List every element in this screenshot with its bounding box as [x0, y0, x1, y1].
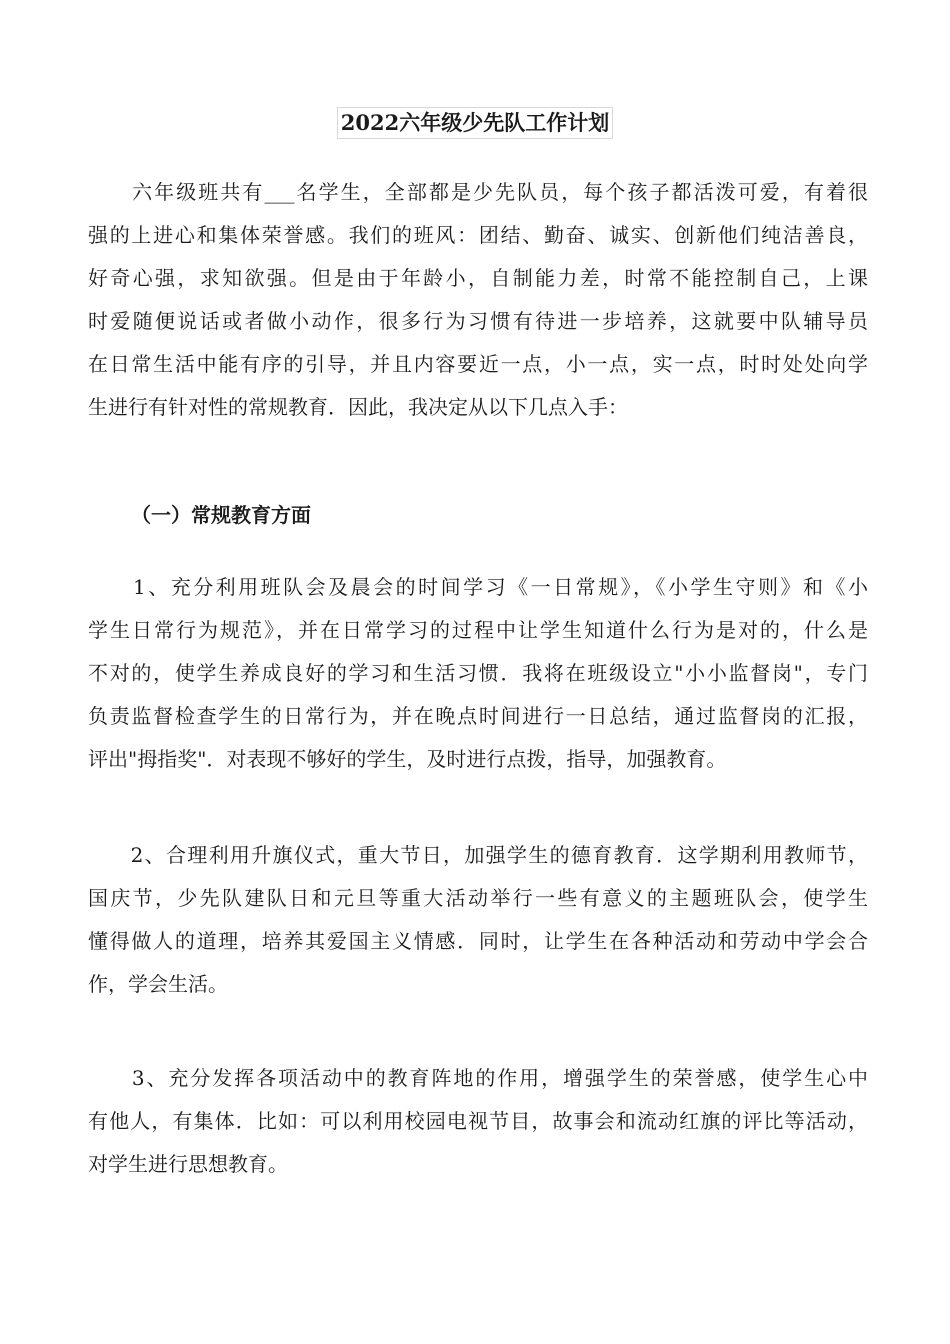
- item-3-paragraph: [88, 1057, 868, 1186]
- intro-line: 在日常生活中能有序的引导，并且内容要近一点，小一点，实一点，时时处处向学: [88, 352, 868, 376]
- item-1-line: 不对的，使学生养成良好的学习和生活习惯．我将在班级设立"小小监督岗"，专门: [88, 661, 868, 685]
- item-2-line: 作，学会生活。: [88, 972, 228, 996]
- section-heading: （一）常规教育方面: [131, 503, 311, 527]
- item-2-paragraph: [88, 834, 868, 1006]
- intro-paragraph: [88, 171, 868, 429]
- item-3-line: 有他人，有集体．比如：可以利用校园电视节目，故事会和流动红旗的评比等活动，: [88, 1109, 868, 1133]
- intro-line: 强的上进心和集体荣誉感。我们的班风：团结、勤奋、诚实、创新他们纯洁善良，: [88, 223, 868, 247]
- item-1-paragraph: [88, 566, 868, 781]
- document-title: 2022六年级少先队工作计划: [337, 107, 613, 139]
- document-title-wrap: [0, 107, 950, 139]
- item-1-line: 学生日常行为规范》，并在日常学习的过程中让学生知道什么行为是对的，什么是: [88, 618, 868, 642]
- intro-line: 时爱随便说话或者做小动作，很多行为习惯有待进一步培养，这就要中队辅导员: [88, 309, 868, 333]
- item-1-line: 负责监督检查学生的日常行为，并在晚点时间进行一日总结，通过监督岗的汇报，: [88, 704, 868, 728]
- intro-line: 好奇心强，求知欲强。但是由于年龄小，自制能力差，时常不能控制自己，上课: [88, 266, 868, 290]
- item-3-line: 3、充分发挥各项活动中的教育阵地的作用，增强学生的荣誉感，使学生心中: [88, 1066, 868, 1090]
- intro-line: 生进行有针对性的常规教育．因此，我决定从以下几点入手：: [88, 395, 628, 419]
- item-2-line: 2、合理利用升旗仪式，重大节日，加强学生的德育教育．这学期利用教师节，: [88, 843, 868, 867]
- item-2-line: 懂得做人的道理，培养其爱国主义情感．同时，让学生在各种活动和劳动中学会合: [88, 929, 868, 953]
- item-3-line: 对学生进行思想教育。: [88, 1152, 288, 1176]
- intro-line: 六年级班共有___名学生，全部都是少先队员，每个孩子都活泼可爱，有着很: [88, 180, 868, 204]
- item-1-line: 评出"拇指奖"．对表现不够好的学生，及时进行点拨，指导，加强教育。: [88, 747, 727, 771]
- item-2-line: 国庆节，少先队建队日和元旦等重大活动举行一些有意义的主题班队会，使学生: [88, 886, 868, 910]
- item-1-line: 1、充分利用班队会及晨会的时间学习《一日常规》，《小学生守则》和《小: [88, 575, 868, 599]
